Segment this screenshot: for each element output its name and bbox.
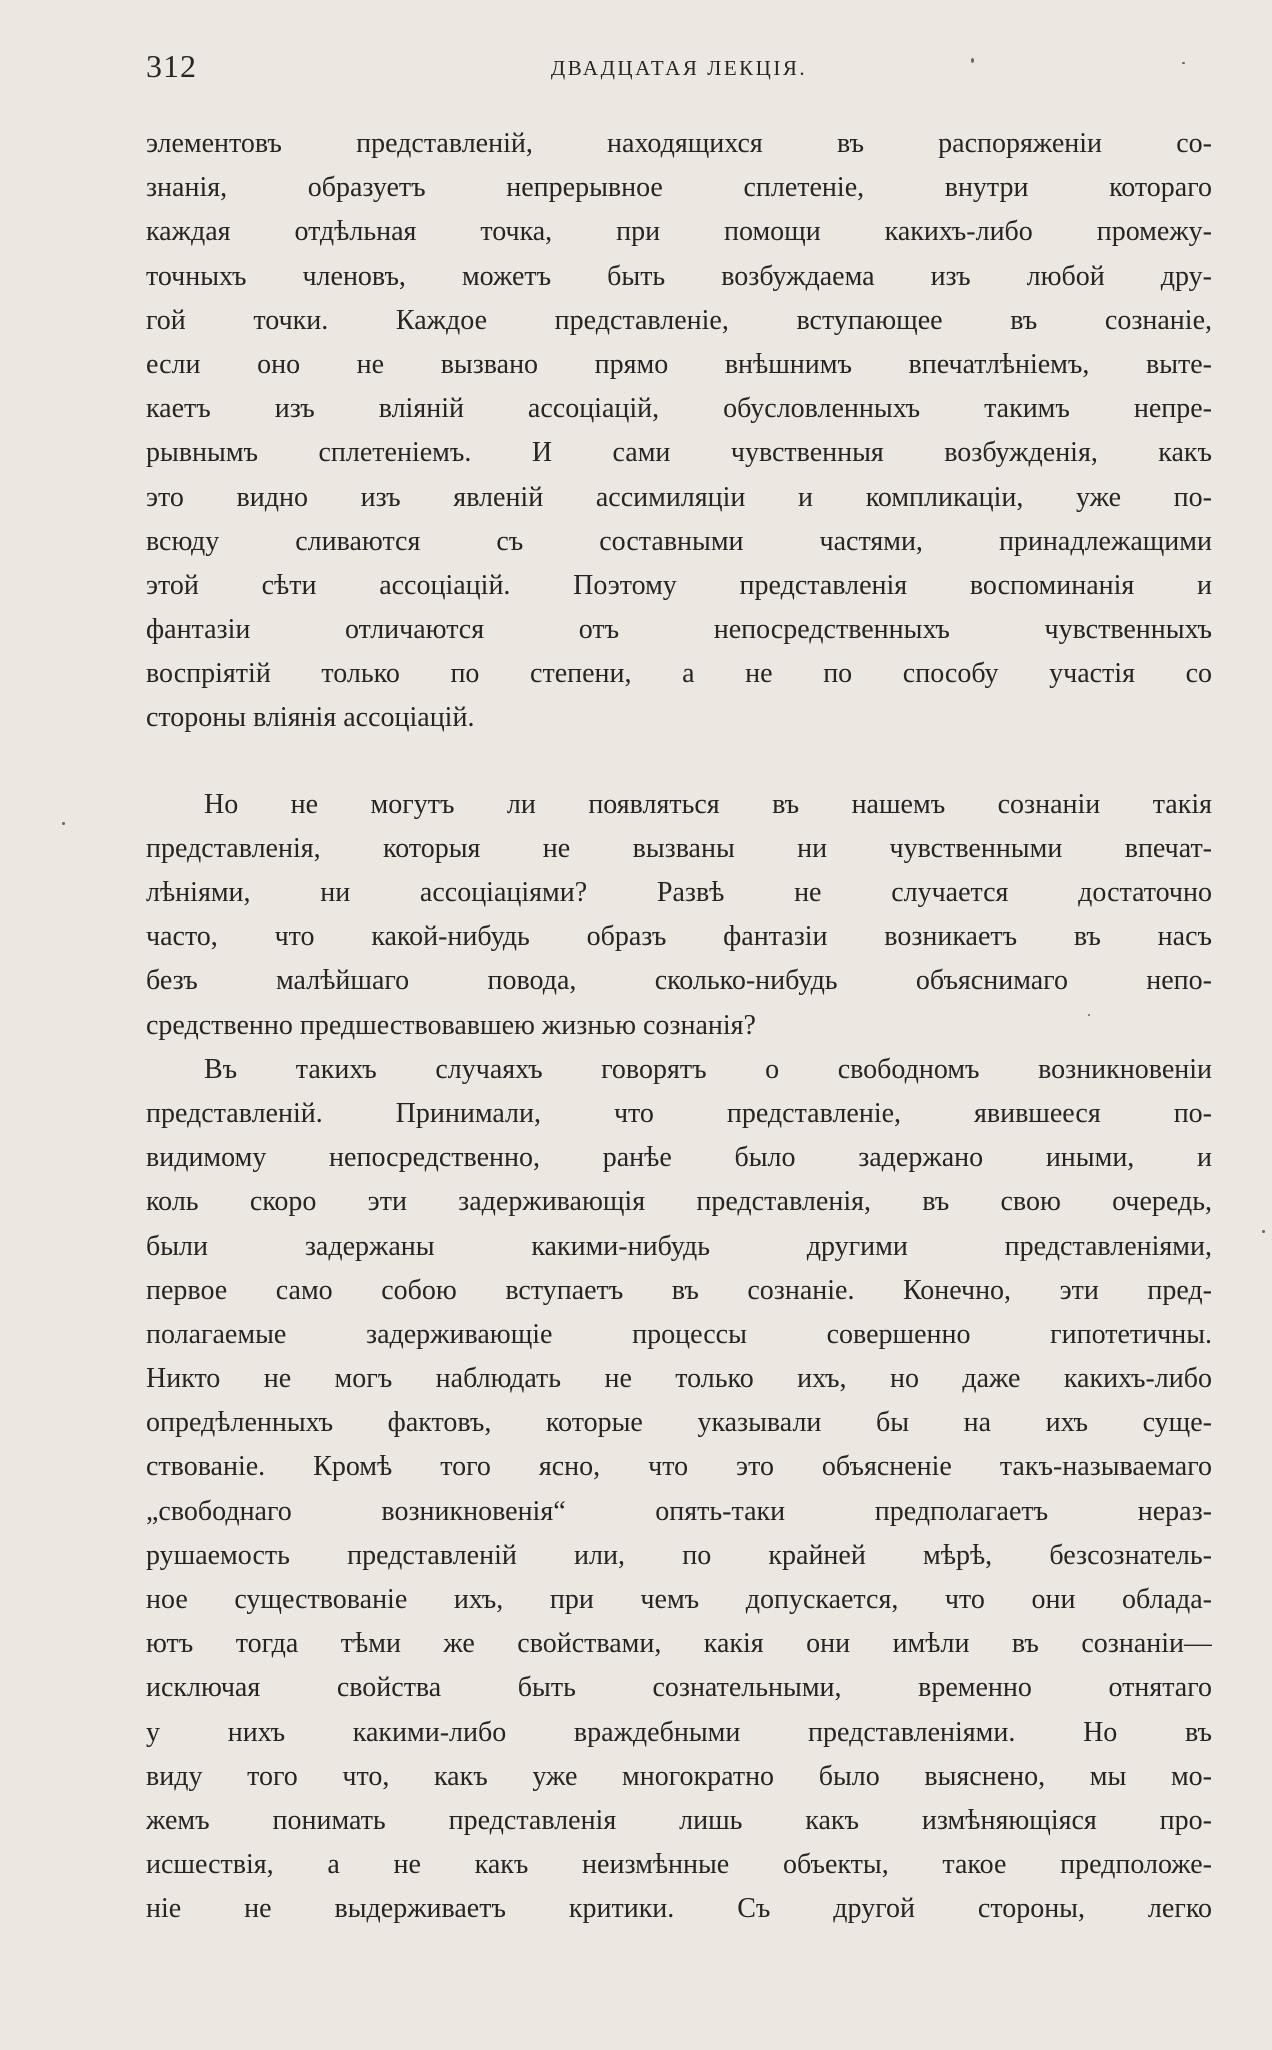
text-line: представленій. Принимали, что представленіе, явившееся по- xyxy=(146,1097,1212,1129)
paper-speck xyxy=(1182,62,1185,64)
paper-speck xyxy=(1088,1014,1090,1016)
text-line: каждая отдѣльная точка, при помощи какихъ-либо промежу- xyxy=(146,216,1212,248)
text-line: рушаемость представленій или, по крайней мѣрѣ, безсознатель- xyxy=(146,1539,1212,1571)
text-line: элементовъ представленій, находящихся въ распоряженіи со- xyxy=(146,128,1212,159)
text-line: точныхъ членовъ, можетъ быть возбуждаема изъ любой дру- xyxy=(146,260,1212,292)
text-line: полагаемые задерживающіе процессы совершенно гипотетичны. xyxy=(146,1318,1212,1350)
text-line: были задержаны какими-нибудь другими представленіями, xyxy=(146,1230,1212,1262)
paragraph-gap xyxy=(146,741,1212,783)
text-line: стороны вліянія ассоціацій. xyxy=(146,702,475,734)
text-line: у нихъ какими-либо враждебными представленіями. Но въ xyxy=(146,1716,1212,1748)
text-line: Никто не могъ наблюдать не только ихъ, но даже какихъ-либо xyxy=(146,1363,1212,1395)
text-line: Но не могутъ ли появляться въ нашемъ сознаніи такія xyxy=(204,788,1212,820)
text-line: представленія, которыя не вызваны ни чувственными впечат- xyxy=(146,832,1212,864)
text-line: всюду сливаются съ составными частями, принадлежащими xyxy=(146,525,1212,557)
body-text xyxy=(146,122,1212,1932)
text-line: Въ такихъ случаяхъ говорятъ о свободномъ возникновеніи xyxy=(204,1053,1212,1085)
text-line: если оно не вызвано прямо внѣшнимъ впечатлѣніемъ, выте- xyxy=(146,348,1212,380)
text-line: часто, что какой-нибудь образъ фантазіи возникаетъ въ насъ xyxy=(146,921,1212,953)
page-number: 312 xyxy=(146,48,197,84)
text-line: каетъ изъ вліяній ассоціацій, обусловленныхъ такимъ непре- xyxy=(146,393,1212,425)
paper-speck xyxy=(971,58,974,63)
running-head xyxy=(146,48,1212,88)
text-line: этой сѣти ассоціацій. Поэтому представленія воспоминанія и xyxy=(146,569,1212,601)
text-line: „свободнаго возникновенія“ опять-таки предполагаетъ нераз- xyxy=(146,1495,1212,1527)
paragraph-2 xyxy=(146,783,1212,1048)
text-line: средственно предшествовавшею жизнью сознанія? xyxy=(146,1009,756,1041)
text-line: безъ малѣйшаго повода, сколько-нибудь объяснимаго непо- xyxy=(146,965,1212,997)
text-line: ствованіе. Кромѣ того ясно, что это объясненіе такъ-называемаго xyxy=(146,1451,1212,1483)
paper-speck xyxy=(62,822,65,825)
paper-speck xyxy=(1262,1230,1265,1233)
text-line: виду того что, какъ уже многократно было выяснено, мы мо- xyxy=(146,1760,1212,1792)
text-line: рывнымъ сплетеніемъ. И сами чувственныя возбужденія, какъ xyxy=(146,437,1212,469)
text-line: коль скоро эти задерживающія представленія, въ свою очередь, xyxy=(146,1186,1212,1218)
text-line: это видно изъ явленій ассимиляціи и компликаціи, уже по- xyxy=(146,481,1212,513)
text-line: исключая свойства быть сознательными, временно отнятаго xyxy=(146,1672,1212,1704)
text-line: первое само собою вступаетъ въ сознаніе. Конечно, эти пред- xyxy=(146,1274,1212,1306)
paragraph-3 xyxy=(146,1048,1212,1932)
text-line: ное существованіе ихъ, при чемъ допускается, что они облада- xyxy=(146,1584,1212,1615)
text-line: воспріятій только по степени, а не по способу участія со xyxy=(146,658,1212,690)
text-line: исшествія, а не какъ неизмѣнные объекты, такое предположе- xyxy=(146,1849,1212,1881)
text-line: гой точки. Каждое представленіе, вступающее въ сознаніе, xyxy=(146,304,1212,336)
text-line: ніе не выдерживаетъ критики. Съ другой стороны, легко xyxy=(146,1893,1212,1925)
running-title: ДВАДЦАТАЯ ЛЕКЦІЯ. xyxy=(550,56,808,80)
text-line: ютъ тогда тѣми же свойствами, какія они имѣли въ сознаніи— xyxy=(146,1628,1212,1660)
text-line: видимому непосредственно, ранѣе было задержано иными, и xyxy=(146,1142,1212,1174)
text-line: знанія, образуетъ непрерывное сплетеніе, внутри котораго xyxy=(146,172,1212,204)
text-line: опредѣленныхъ фактовъ, которые указывали бы на ихъ суще- xyxy=(146,1407,1212,1439)
text-line: фантазіи отличаются отъ непосредственныхъ чувственныхъ xyxy=(146,614,1212,646)
text-line: лѣніями, ни ассоціаціями? Развѣ не случается достаточно xyxy=(146,877,1212,908)
paragraph-1 xyxy=(146,122,1212,741)
text-line: жемъ понимать представленія лишь какъ измѣняющіяся про- xyxy=(146,1804,1212,1836)
